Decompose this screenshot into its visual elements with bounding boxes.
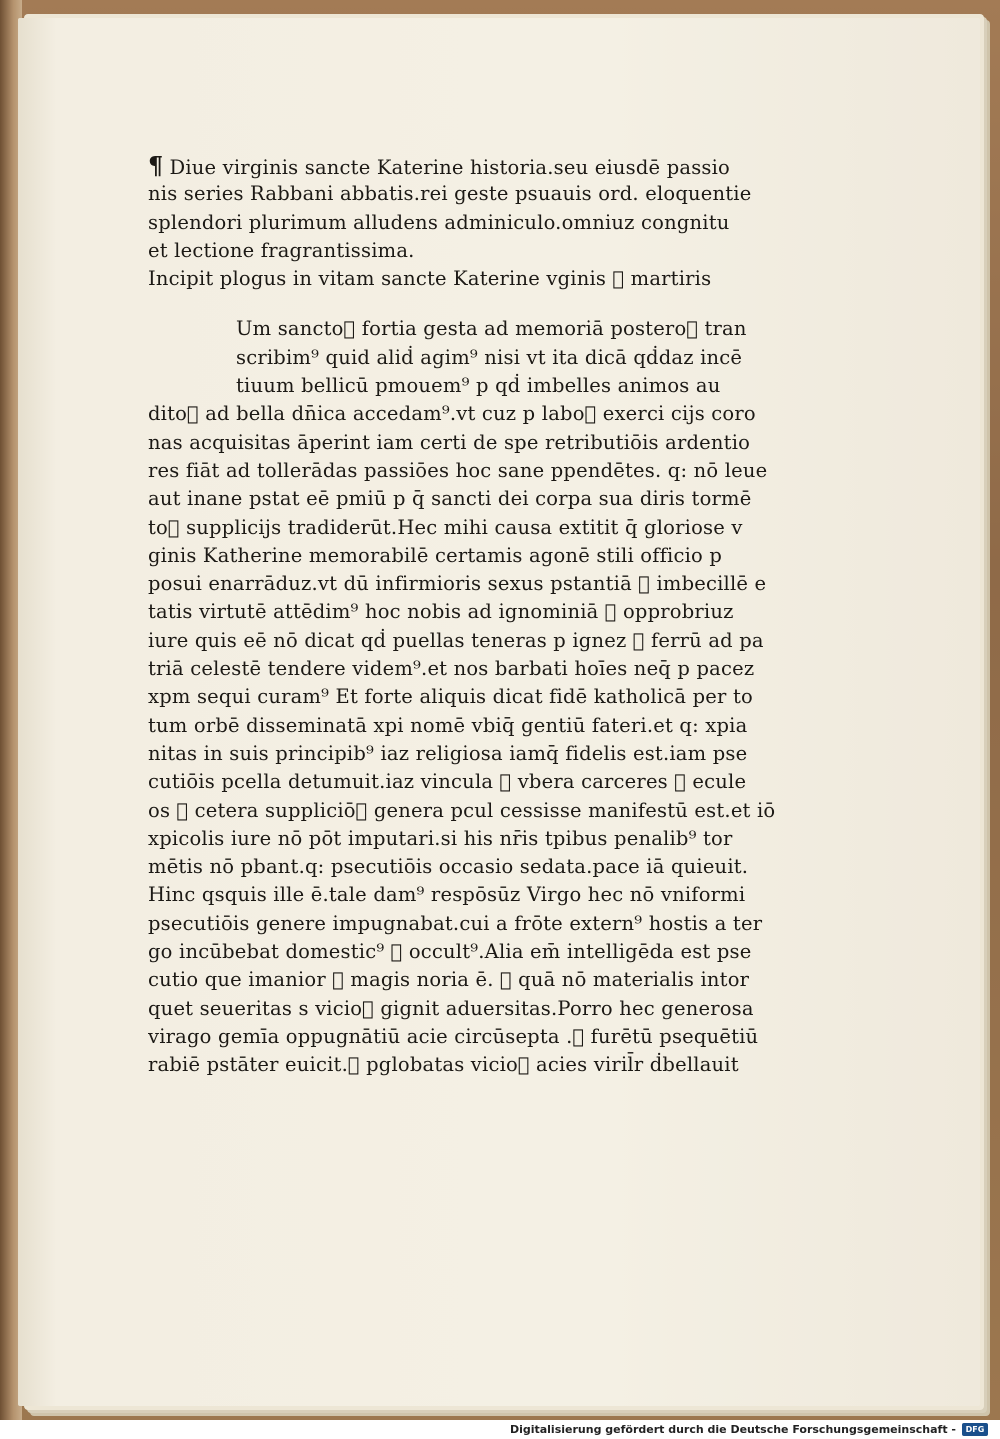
heading-line-text: et lectione fragrantissima. [148, 238, 415, 262]
body-line: aut inane pstat eē pmiū p q̄ sancti dei corpa sua diris tormē [148, 487, 752, 511]
body-line: Um sanctoᷓ fortia gesta ad memoriā posteroᷓ tran [236, 317, 747, 341]
heading-line [148, 152, 798, 180]
body-line: tum orbē disseminatā xpi nomē vbiq̄ gentiū fateri.et q: xpia [148, 713, 748, 737]
body-line: res fiāt ad tollerādas passiōes hoc sane ppendētes. q: nō leue [148, 458, 768, 482]
body-line: xpicolis iure nō pōt imputari.si his nr̄is tpibus penalib⁹ tor [148, 826, 733, 850]
body-line: cutio que imanior ᷓ magis noria ē. ᷓ quā nō materialis intor [148, 968, 750, 992]
body-line: triā celestē tendere videm⁹.et nos barbati hoīes neq̄ p pacez [148, 657, 755, 681]
body-line: tiuum bellicū pmouem⁹ p qḋ imbelles animos au [236, 374, 721, 398]
body-line: nas acquisitas āperint iam certi de spe retributiōis ardentio [148, 430, 751, 454]
heading-line-text: Diue virginis sancte Katerine historia.seu eiusdē passio [169, 156, 730, 179]
body-line: os ᷓ cetera suppliciōᷓ genera pcul cessisse manifestū est.et iō [148, 798, 776, 822]
heading-line [148, 209, 798, 237]
heading-line [148, 237, 798, 265]
body-line: psecutiōis genere impugnabat.cui a frōte extern⁹ hostis a ter [148, 911, 763, 935]
body-line: virago gemīa oppugnātiū acie circūsepta .ᷓ furētū psequētiū [148, 1024, 759, 1048]
body-line: xpm sequi curam⁹ Et forte aliquis dicat fidē katholicā per to [148, 685, 753, 709]
paragraph-mark-icon: ¶ [148, 152, 164, 180]
body-line: iure quis eē nō dicat qḋ puellas teneras p ignez ᷓ ferrū ad pa [148, 628, 764, 652]
dfg-logo: DFG [962, 1423, 988, 1436]
heading-line [148, 180, 798, 208]
body-line: tatis virtutē attēdim⁹ hoc nobis ad ignominiā ᷓ opprobriuz [148, 600, 734, 624]
footer [0, 1420, 1000, 1439]
body-line: ginis Katherine memorabilē certamis agonē stili officio p [148, 543, 723, 567]
body-text [148, 315, 798, 1079]
body-line: mētis nō pbant.q: psecutiōis occasio sedata.pace iā quieuit. [148, 855, 749, 879]
body-line: go incūbebat domestic⁹ ᷓ occult⁹.Alia em̄ intelligēda est pse [148, 940, 752, 964]
body-line: ditoᷓ ad bella dn̄ica accedam⁹.vt cuz p laboᷓ exerci cijs coro [148, 402, 756, 426]
heading [148, 152, 798, 265]
incipit-line: Incipit plogus in vitam sancte Katerine vginis ᷓ martiris [148, 267, 712, 291]
text-block [148, 152, 798, 1080]
footer-credit: Digitalisierung gefördert durch die Deutsche Forschungsgemeinschaft - [509, 1423, 956, 1436]
body-line: rabiē pstāter euicit.ᷓ pglobatas vicioᷓ acies viril̄r ḋbellauit [148, 1053, 739, 1077]
book-page [18, 18, 980, 1406]
heading-line-text: splendori plurimum alludens adminiculo.omniuz congnitu [148, 210, 730, 234]
body-line: toᷓ supplicijs tradiderūt.Hec mihi causa extitit q̄ gloriose v [148, 515, 743, 539]
body-line: Hinc qsquis ille ē.tale dam⁹ respōsūz Virgo hec nō vniformi [148, 883, 746, 907]
body-line: nitas in suis principib⁹ iaz religiosa iamq̄ fidelis est.iam pse [148, 741, 748, 765]
body-line: posui enarrāduz.vt dū infirmioris sexus pstantiā ᷓ imbecillē e [148, 572, 767, 596]
body-line: cutiōis pcella detumuit.iaz vincula ᷓ vbera carceres ᷓ ecule [148, 770, 747, 794]
body-line: quet seueritas s vicioᷓ gignit aduersitas.Porro hec generosa [148, 996, 754, 1020]
body-line: scribim⁹ quid aliḋ agim⁹ nisi vt ita dicā qḋdaz incē [236, 345, 743, 369]
heading-line-text: nis series Rabbani abbatis.rei geste psuauis ord. eloquentie [148, 182, 752, 206]
